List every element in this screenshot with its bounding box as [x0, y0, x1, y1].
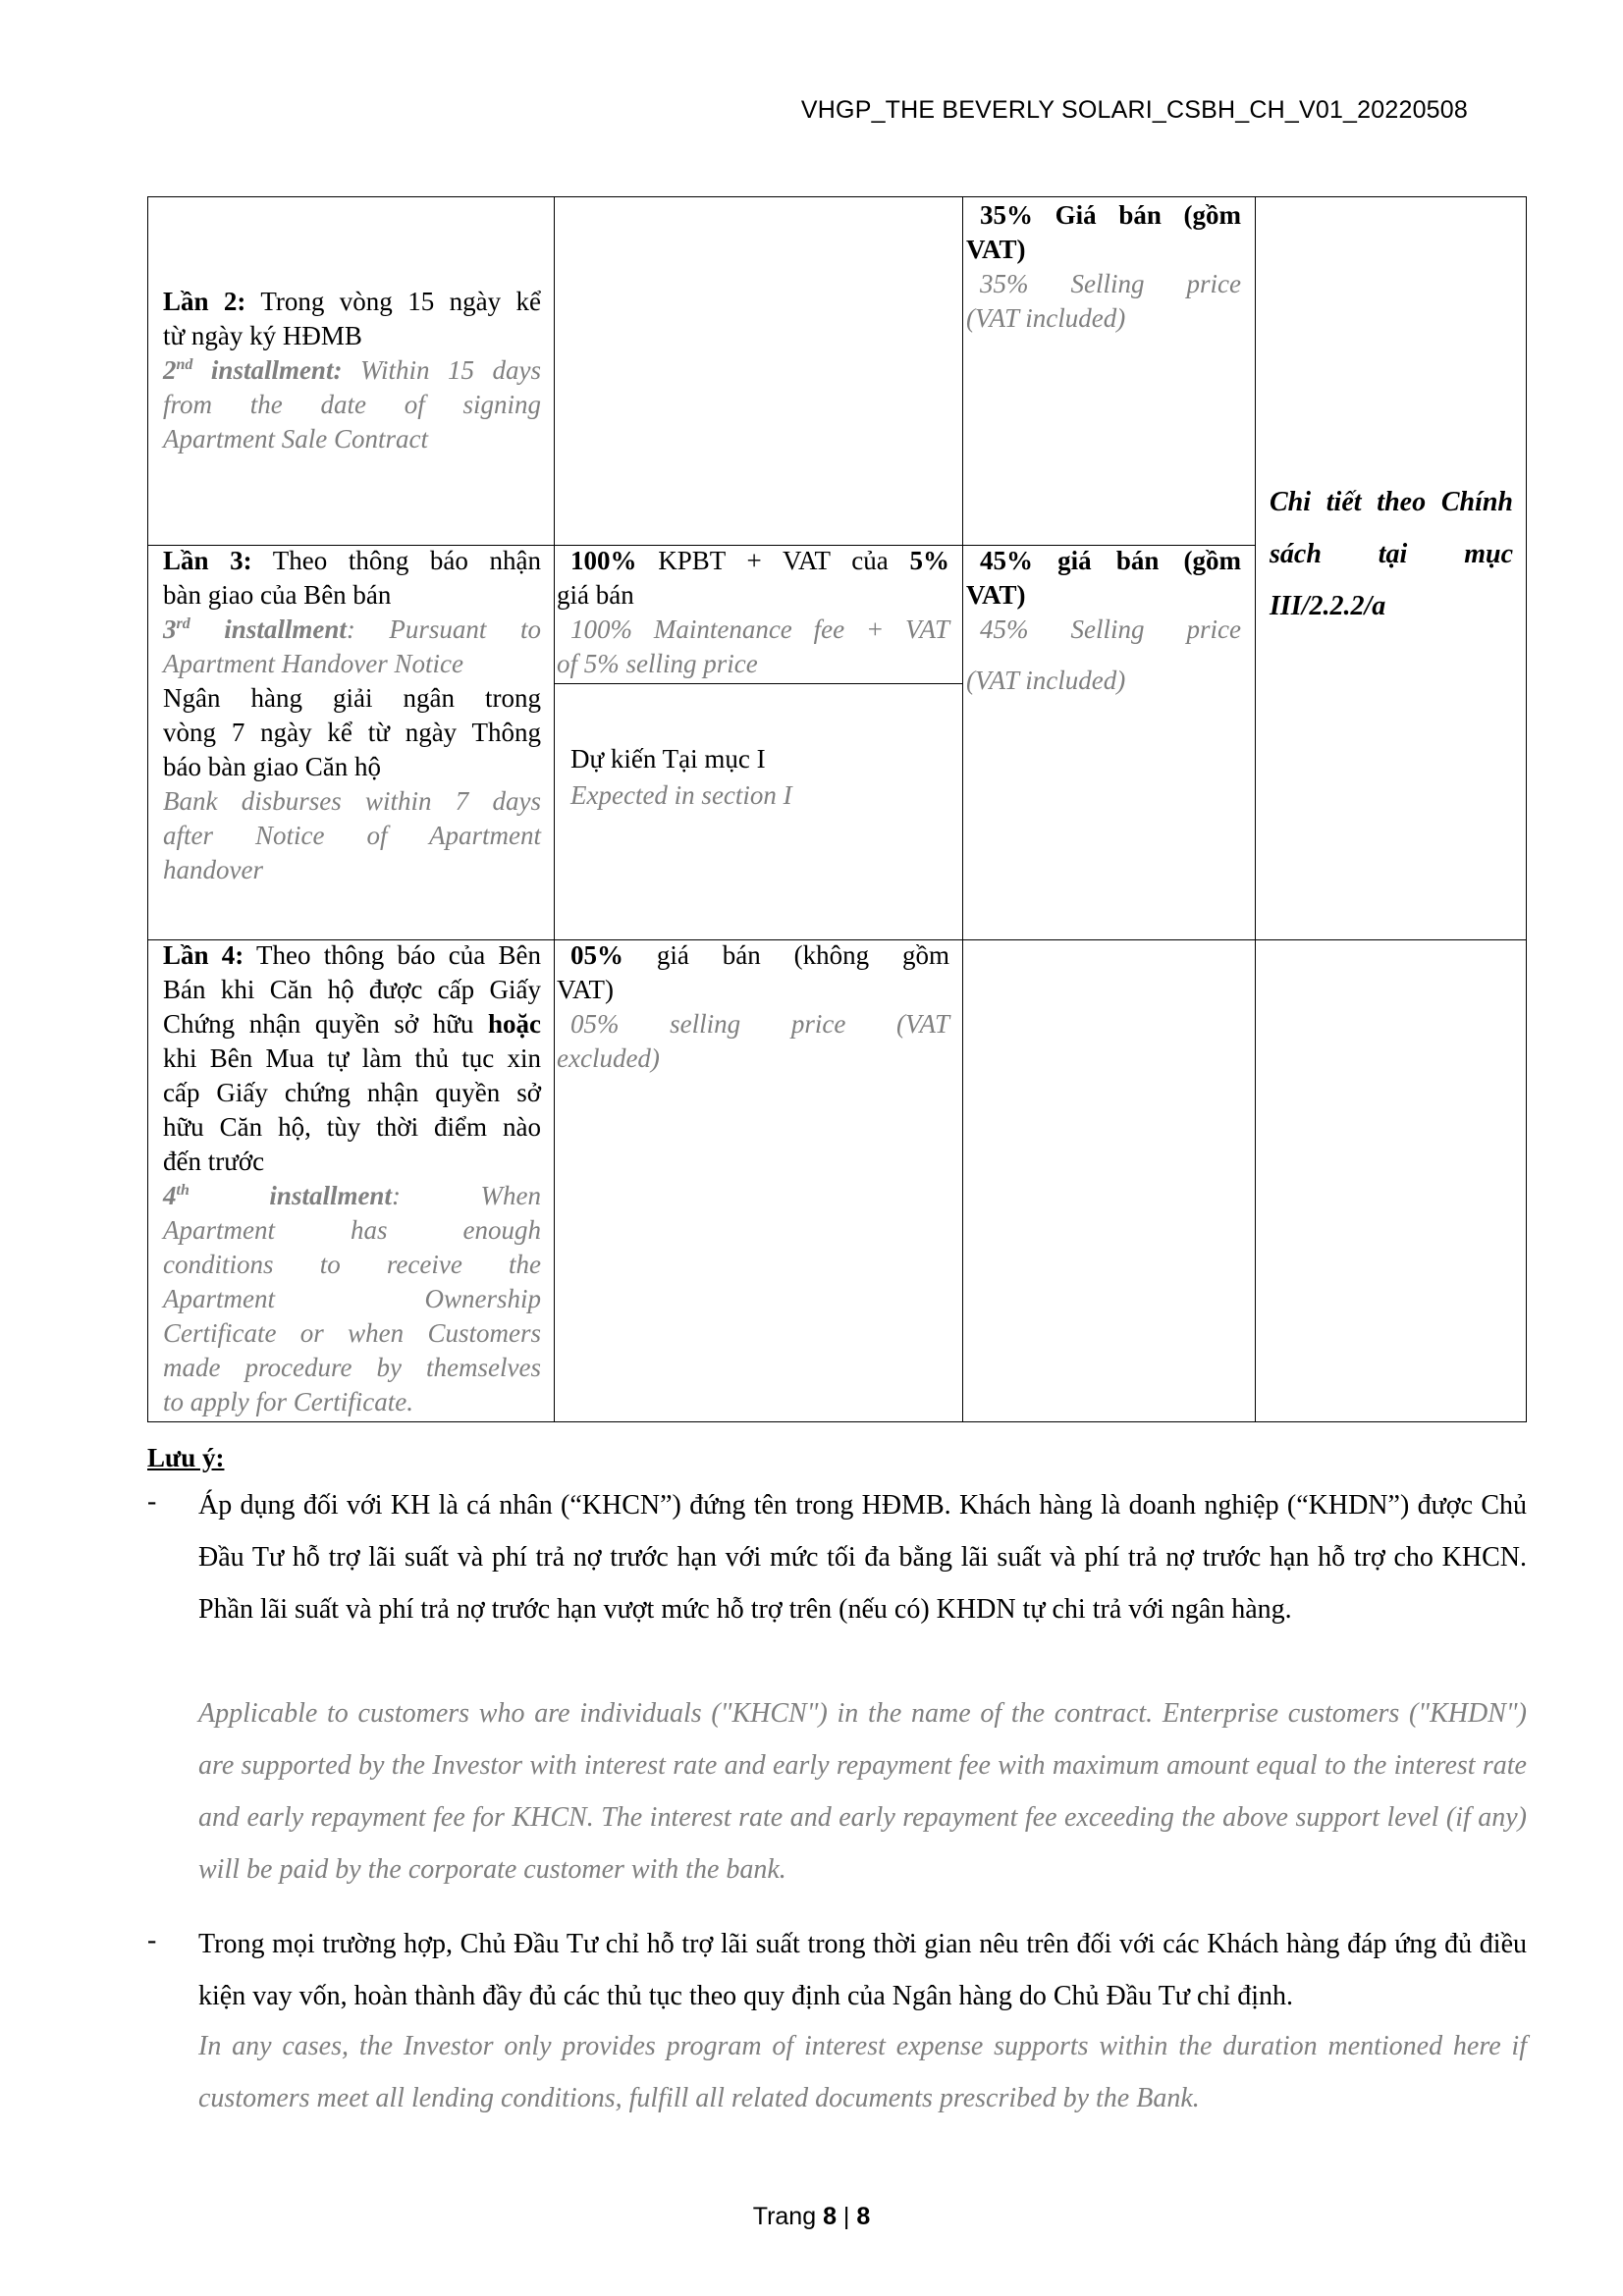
cell-text: 35% Giá bán (gồm: [980, 200, 1241, 230]
bullet-dash: -: [147, 1925, 157, 1955]
cell-text: Apartment Ownership: [163, 1284, 541, 1313]
cell-text: 35% Selling price: [980, 269, 1241, 298]
footer-separator: |: [836, 2203, 857, 2230]
cell-text: Chứng nhận quyền sở hữu: [163, 1009, 488, 1039]
cell-text: of 5% selling price: [557, 649, 758, 678]
cell-text: từ ngày ký HĐMB: [163, 321, 362, 350]
table-divider: [1255, 197, 1256, 1421]
cell-text: 5%: [909, 546, 949, 575]
cell-text: (VAT included): [966, 666, 1126, 695]
cell-text: Bán khi Căn hộ được cấp Giấy: [163, 975, 541, 1004]
note-1-english: Applicable to customers who are individuals ("KHCN") in the name of the contract. Enterprise customers ("KHDN") are supported by the Investor with interest rate and early repayment fee with maximum amount equal to the interest rate and early repayment fee for KHCN. The interest rate and early repayment fee exceeding the above support level (if any) will be paid by the corporate customer with the bank.: [198, 1698, 1527, 1885]
cell-text: báo bàn giao Căn hộ: [163, 752, 381, 781]
row2-payment-cell: [966, 198, 1241, 336]
cell-text: (VAT included): [966, 303, 1126, 333]
note-2-vietnamese: Trong mọi trường hợp, Chủ Đầu Tư chỉ hỗ trợ lãi suất trong thời gian nêu trên đối với các Khách hàng đáp ứng đủ điều kiện vay vốn, hoàn thành đầy đủ các thủ tục theo quy định của Ngân hàng do Chủ Đầu Tư chỉ định.: [198, 1929, 1527, 2011]
cell-text: Apartment has enough: [163, 1215, 541, 1245]
table-divider: [962, 197, 963, 1421]
cell-text: 100% Maintenance fee + VAT: [570, 614, 949, 644]
row3-payment-cell: [966, 544, 1241, 698]
cell-text: 05% selling price (VAT: [570, 1009, 949, 1039]
cell-text: 45% giá bán (gồm: [980, 546, 1241, 575]
cell-text: to apply for Certificate.: [163, 1387, 413, 1416]
cell-text: sách tại mục: [1270, 539, 1513, 569]
table-divider: [554, 197, 555, 1421]
note-1-vietnamese: Áp dụng đối với KH là cá nhân (“KHCN”) đứng tên trong HĐMB. Khách hàng là doanh nghiệp (“KHDN”) được Chủ Đầu Tư hỗ trợ lãi suất và phí trả nợ trước hạn với mức tối đa bằng lãi suất và phí trả nợ trước hạn hỗ trợ cho KHCN. Phần lãi suất và phí trả nợ trước hạn vượt mức hỗ trợ trên (nếu có) KHDN tự chi trả với ngân hàng.: [198, 1490, 1527, 1625]
cell-text: vòng 7 ngày kể từ ngày Thông: [163, 718, 541, 747]
cell-text: rd: [176, 615, 190, 632]
installment-label: Lần 2:: [163, 287, 246, 316]
cell-text: 4: [163, 1181, 177, 1210]
cell-text: Dự kiến Tại mục I: [570, 744, 766, 774]
cell-text: cấp Giấy chứng nhận quyền sở: [163, 1078, 541, 1107]
cell-text: made procedure by themselves: [163, 1353, 541, 1382]
cell-text: khi Bên Mua tự làm thủ tục xin: [163, 1043, 541, 1073]
footer-label: Trang: [752, 2203, 824, 2230]
cell-text: : When: [391, 1181, 542, 1210]
policy-reference-cell: [1270, 476, 1513, 632]
row3-maintenance-fee-cell: [557, 544, 949, 681]
cell-text: Trong vòng 15 ngày kể: [245, 287, 541, 316]
installment-label: Lần 3:: [163, 546, 252, 575]
cell-text: : Pursuant to: [346, 614, 541, 644]
cell-text: th: [176, 1182, 189, 1199]
cell-text: 100%: [570, 546, 637, 575]
cell-text: hoặc: [488, 1009, 541, 1039]
cell-text: 2: [163, 355, 177, 385]
cell-text: bàn giao của Bên bán: [163, 580, 392, 610]
total-pages: 8: [856, 2203, 871, 2230]
current-page: 8: [823, 2203, 837, 2230]
cell-text: 3: [163, 614, 177, 644]
notes-title: Lưu ý:: [147, 1443, 225, 1472]
cell-text: nd: [176, 356, 193, 373]
cell-text: 45% Selling price: [980, 614, 1241, 644]
cell-text: Apartment Sale Contract: [163, 424, 428, 454]
row2-installment-cell: [163, 285, 541, 456]
cell-text: Apartment Handover Notice: [163, 649, 463, 678]
cell-text: excluded): [557, 1043, 660, 1073]
cell-text: after Notice of Apartment: [163, 821, 541, 850]
row3-installment-cell: [163, 544, 541, 887]
cell-text: VAT): [966, 580, 1026, 610]
cell-text: 05%: [570, 940, 623, 970]
cell-text: VAT): [557, 975, 615, 1004]
cell-text: from the date of signing: [163, 390, 541, 419]
cell-text: Chi tiết theo Chính: [1270, 487, 1513, 517]
cell-text: giá bán (không gồm: [623, 940, 949, 970]
cell-text: hữu Căn hộ, tùy thời điểm nào: [163, 1112, 541, 1142]
cell-text: conditions to receive the: [163, 1250, 541, 1279]
page-number-footer: [0, 2203, 1623, 2231]
row4-payment-cell: [557, 938, 949, 1076]
cell-text: handover: [163, 855, 263, 884]
document-code-header: VHGP_THE BEVERLY SOLARI_CSBH_CH_V01_20220508: [800, 96, 1468, 124]
cell-text: Bank disburses within 7 days: [163, 786, 541, 816]
cell-text: Within 15 days: [342, 355, 541, 385]
cell-text: đến trước: [163, 1147, 265, 1176]
row3-disbursement-cell: [570, 742, 944, 813]
note-2-english: In any cases, the Investor only provides program of interest expense supports within the duration mentioned here if customers meet all lending conditions, fulfill all related documents prescribed by the Bank.: [198, 2031, 1527, 2113]
cell-text: Certificate or when Customers: [163, 1318, 541, 1348]
cell-text: Theo thông báo nhận: [251, 546, 541, 575]
cell-text: installment: [189, 614, 347, 644]
cell-text: giá bán: [557, 580, 634, 610]
row4-installment-cell: [163, 938, 541, 1419]
bullet-dash: -: [147, 1486, 157, 1517]
cell-text: VAT): [966, 235, 1026, 264]
table-divider: [554, 683, 962, 684]
cell-text: Expected in section I: [570, 780, 792, 810]
cell-text: III/2.2.2/a: [1270, 591, 1386, 621]
cell-text: installment:: [192, 355, 343, 385]
installment-label: Lần 4:: [163, 940, 244, 970]
cell-text: Ngân hàng giải ngân trong: [163, 683, 541, 713]
cell-text: installment: [269, 1181, 392, 1210]
cell-text: KPBT + VAT của: [636, 546, 910, 575]
cell-text: Theo thông báo của Bên: [243, 940, 541, 970]
